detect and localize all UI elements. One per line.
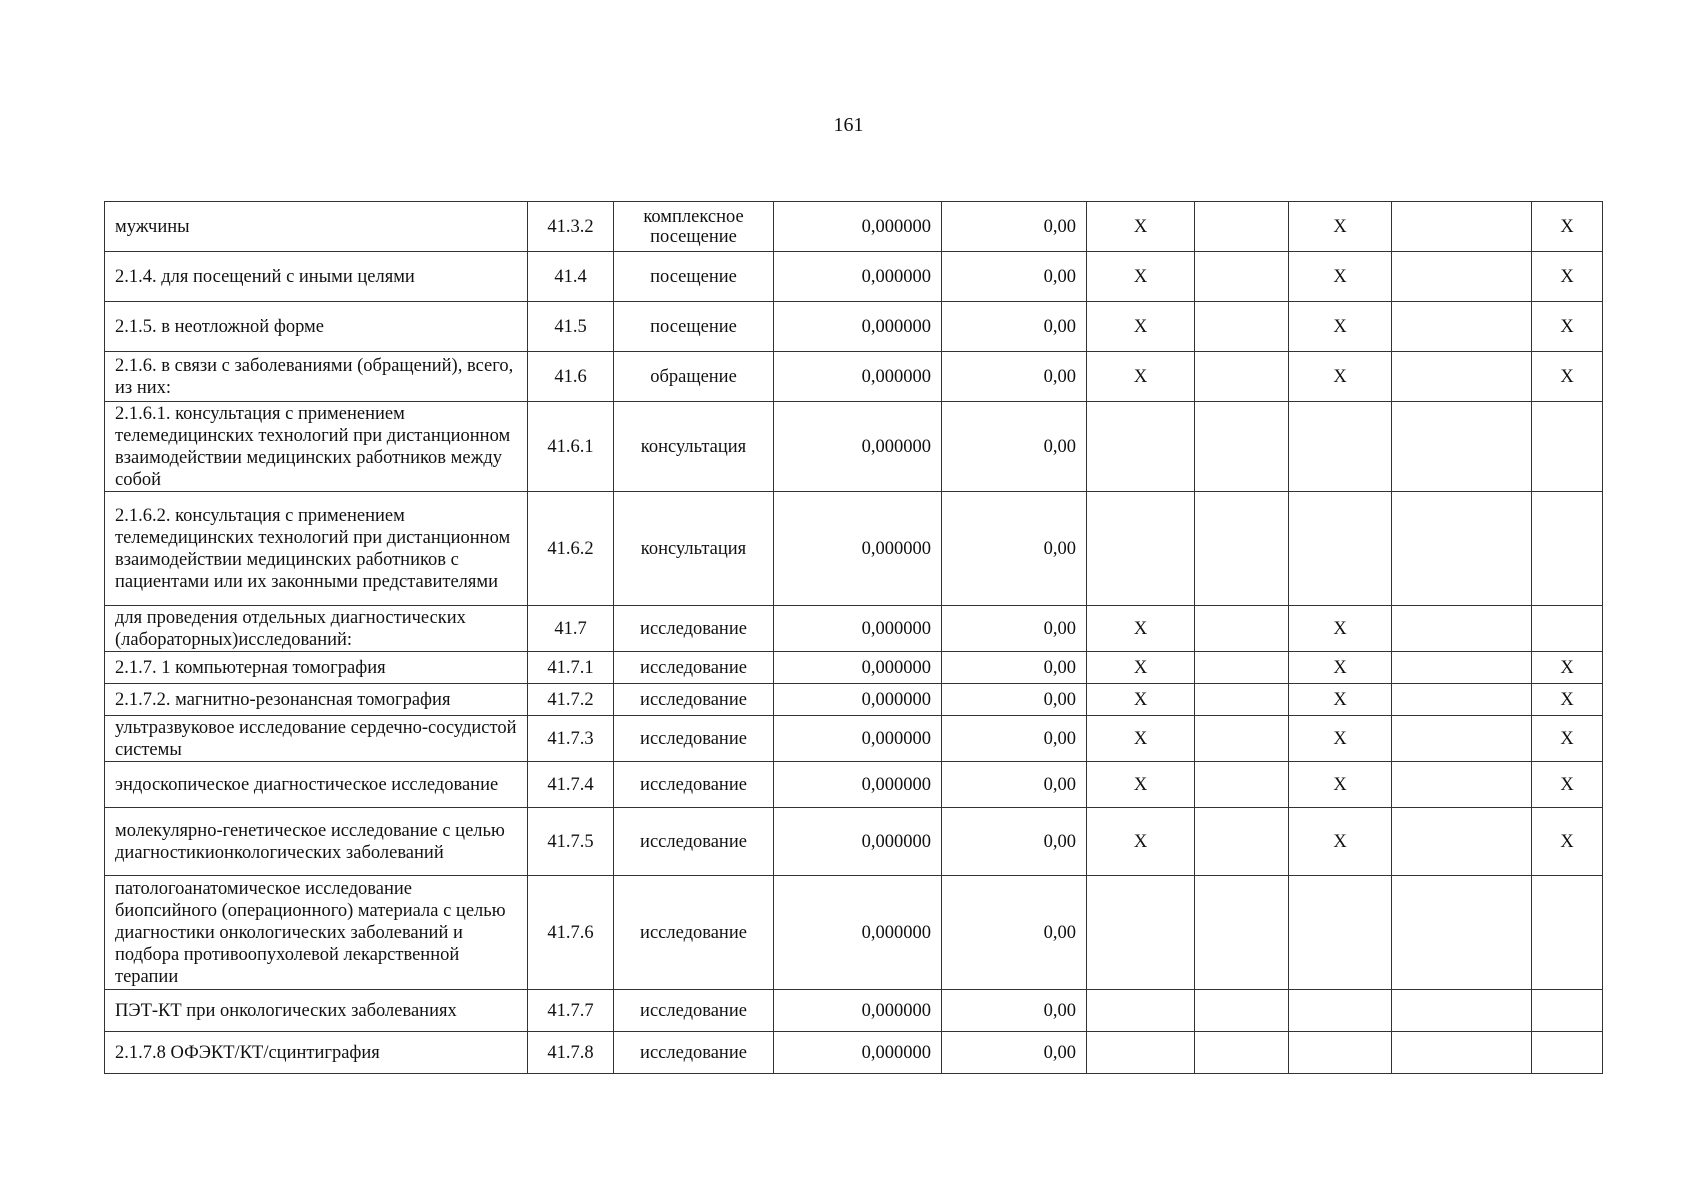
row-mark-cell-1 xyxy=(1087,990,1195,1032)
row-mark-cell-3 xyxy=(1289,1032,1392,1074)
row-code-cell: 41.4 xyxy=(528,252,614,302)
row-name-cell: мужчины xyxy=(105,202,528,252)
row-amount-cell: 0,00 xyxy=(942,684,1087,716)
row-value-cell: 0,000000 xyxy=(774,808,942,876)
row-unit-cell: исследование xyxy=(614,684,774,716)
row-value-cell: 0,000000 xyxy=(774,1032,942,1074)
row-amount-cell: 0,00 xyxy=(942,1032,1087,1074)
row-amount-cell: 0,00 xyxy=(942,492,1087,606)
row-value-cell: 0,000000 xyxy=(774,606,942,652)
row-mark-cell-4 xyxy=(1392,252,1532,302)
row-mark-cell-1: Х xyxy=(1087,684,1195,716)
row-mark-cell-4 xyxy=(1392,606,1532,652)
row-amount-cell: 0,00 xyxy=(942,402,1087,492)
table-row xyxy=(105,684,1603,716)
row-mark-cell-3: Х xyxy=(1289,252,1392,302)
row-mark-cell-3 xyxy=(1289,492,1392,606)
row-unit-cell: исследование xyxy=(614,606,774,652)
row-unit-cell: исследование xyxy=(614,990,774,1032)
page-number: 161 xyxy=(833,114,864,136)
table-row xyxy=(105,302,1603,352)
row-code-cell: 41.7.4 xyxy=(528,762,614,808)
row-name-cell: 2.1.6.2. консультация с применением телемедицинских технологий при дистанционном взаимодействии медицинских работников с пациентами или их законными представителями xyxy=(105,492,528,606)
row-mark-cell-1: Х xyxy=(1087,606,1195,652)
row-code-cell: 41.7.3 xyxy=(528,716,614,762)
row-mark-cell-2 xyxy=(1195,252,1289,302)
row-mark-cell-3: Х xyxy=(1289,684,1392,716)
data-table xyxy=(104,201,1603,1074)
row-amount-cell: 0,00 xyxy=(942,252,1087,302)
row-name-cell: 2.1.6.1. консультация с применением телемедицинских технологий при дистанционном взаимодействии медицинских работников между собой xyxy=(105,402,528,492)
row-name-cell: для проведения отдельных диагностических (лабораторных)исследований: xyxy=(105,606,528,652)
table-row xyxy=(105,990,1603,1032)
row-unit-cell: исследование xyxy=(614,1032,774,1074)
row-value-cell: 0,000000 xyxy=(774,352,942,402)
row-mark-cell-5: Х xyxy=(1532,202,1603,252)
row-mark-cell-4 xyxy=(1392,1032,1532,1074)
row-mark-cell-4 xyxy=(1392,492,1532,606)
table-row xyxy=(105,876,1603,990)
row-mark-cell-4 xyxy=(1392,302,1532,352)
row-mark-cell-1 xyxy=(1087,492,1195,606)
row-mark-cell-3: Х xyxy=(1289,716,1392,762)
row-mark-cell-3: Х xyxy=(1289,202,1392,252)
row-mark-cell-2 xyxy=(1195,302,1289,352)
row-mark-cell-2 xyxy=(1195,716,1289,762)
row-mark-cell-5 xyxy=(1532,876,1603,990)
row-mark-cell-5: Х xyxy=(1532,302,1603,352)
row-mark-cell-3: Х xyxy=(1289,808,1392,876)
row-value-cell: 0,000000 xyxy=(774,202,942,252)
table-row xyxy=(105,202,1603,252)
row-name-cell: ультразвуковое исследование сердечно-сосудистой системы xyxy=(105,716,528,762)
row-amount-cell: 0,00 xyxy=(942,716,1087,762)
row-mark-cell-5 xyxy=(1532,606,1603,652)
row-code-cell: 41.7.1 xyxy=(528,652,614,684)
row-mark-cell-4 xyxy=(1392,684,1532,716)
row-mark-cell-4 xyxy=(1392,202,1532,252)
row-mark-cell-5: Х xyxy=(1532,762,1603,808)
row-mark-cell-5 xyxy=(1532,1032,1603,1074)
row-mark-cell-2 xyxy=(1195,990,1289,1032)
row-mark-cell-4 xyxy=(1392,352,1532,402)
row-mark-cell-4 xyxy=(1392,716,1532,762)
row-name-cell: патологоанатомическое исследование биопсийного (операционного) материала с целью диагностики онкологических заболеваний и подбора противоопухолевой лекарственной терапии xyxy=(105,876,528,990)
row-mark-cell-4 xyxy=(1392,808,1532,876)
row-mark-cell-1: Х xyxy=(1087,352,1195,402)
row-value-cell: 0,000000 xyxy=(774,402,942,492)
row-mark-cell-3: Х xyxy=(1289,302,1392,352)
row-mark-cell-3: Х xyxy=(1289,762,1392,808)
row-code-cell: 41.5 xyxy=(528,302,614,352)
row-value-cell: 0,000000 xyxy=(774,302,942,352)
row-code-cell: 41.6 xyxy=(528,352,614,402)
row-code-cell: 41.7.7 xyxy=(528,990,614,1032)
table-row xyxy=(105,352,1603,402)
row-mark-cell-2 xyxy=(1195,684,1289,716)
row-code-cell: 41.6.2 xyxy=(528,492,614,606)
row-value-cell: 0,000000 xyxy=(774,492,942,606)
table-row xyxy=(105,652,1603,684)
row-name-cell: 2.1.4. для посещений с иными целями xyxy=(105,252,528,302)
row-mark-cell-5: Х xyxy=(1532,652,1603,684)
row-mark-cell-5 xyxy=(1532,990,1603,1032)
row-mark-cell-5: Х xyxy=(1532,716,1603,762)
row-amount-cell: 0,00 xyxy=(942,652,1087,684)
row-unit-cell: консультация xyxy=(614,492,774,606)
table-row xyxy=(105,808,1603,876)
row-value-cell: 0,000000 xyxy=(774,684,942,716)
row-amount-cell: 0,00 xyxy=(942,990,1087,1032)
row-code-cell: 41.7.5 xyxy=(528,808,614,876)
row-mark-cell-3: Х xyxy=(1289,652,1392,684)
table-row xyxy=(105,762,1603,808)
row-mark-cell-1: Х xyxy=(1087,762,1195,808)
row-mark-cell-1: Х xyxy=(1087,202,1195,252)
row-unit-cell: исследование xyxy=(614,652,774,684)
row-mark-cell-4 xyxy=(1392,876,1532,990)
row-mark-cell-2 xyxy=(1195,492,1289,606)
row-unit-cell: посещение xyxy=(614,252,774,302)
row-mark-cell-1: Х xyxy=(1087,252,1195,302)
row-mark-cell-2 xyxy=(1195,202,1289,252)
row-mark-cell-3 xyxy=(1289,402,1392,492)
row-amount-cell: 0,00 xyxy=(942,202,1087,252)
row-name-cell: 2.1.7.2. магнитно-резонансная томография xyxy=(105,684,528,716)
table-row xyxy=(105,252,1603,302)
row-amount-cell: 0,00 xyxy=(942,606,1087,652)
table-row xyxy=(105,716,1603,762)
row-mark-cell-4 xyxy=(1392,402,1532,492)
row-name-cell: эндоскопическое диагностическое исследование xyxy=(105,762,528,808)
row-unit-cell: исследование xyxy=(614,762,774,808)
row-mark-cell-2 xyxy=(1195,762,1289,808)
table-row xyxy=(105,606,1603,652)
row-mark-cell-4 xyxy=(1392,762,1532,808)
row-unit-cell: исследование xyxy=(614,808,774,876)
row-amount-cell: 0,00 xyxy=(942,302,1087,352)
row-mark-cell-4 xyxy=(1392,990,1532,1032)
table-row xyxy=(105,402,1603,492)
row-mark-cell-5: Х xyxy=(1532,252,1603,302)
row-unit-cell: комплексное посещение xyxy=(614,202,774,252)
row-unit-cell: обращение xyxy=(614,352,774,402)
row-code-cell: 41.7.8 xyxy=(528,1032,614,1074)
row-value-cell: 0,000000 xyxy=(774,876,942,990)
row-mark-cell-5: Х xyxy=(1532,684,1603,716)
row-value-cell: 0,000000 xyxy=(774,252,942,302)
row-value-cell: 0,000000 xyxy=(774,652,942,684)
row-unit-cell: посещение xyxy=(614,302,774,352)
row-mark-cell-3 xyxy=(1289,876,1392,990)
row-amount-cell: 0,00 xyxy=(942,762,1087,808)
row-mark-cell-1 xyxy=(1087,1032,1195,1074)
row-mark-cell-2 xyxy=(1195,606,1289,652)
table-row xyxy=(105,1032,1603,1074)
row-code-cell: 41.7 xyxy=(528,606,614,652)
row-mark-cell-1: Х xyxy=(1087,652,1195,684)
row-mark-cell-5 xyxy=(1532,492,1603,606)
row-name-cell: ПЭТ-КТ при онкологических заболеваниях xyxy=(105,990,528,1032)
row-value-cell: 0,000000 xyxy=(774,990,942,1032)
row-mark-cell-2 xyxy=(1195,352,1289,402)
row-code-cell: 41.3.2 xyxy=(528,202,614,252)
row-mark-cell-1 xyxy=(1087,876,1195,990)
row-unit-cell: консультация xyxy=(614,402,774,492)
row-name-cell: 2.1.5. в неотложной форме xyxy=(105,302,528,352)
row-mark-cell-2 xyxy=(1195,808,1289,876)
row-unit-cell: исследование xyxy=(614,716,774,762)
row-mark-cell-5 xyxy=(1532,402,1603,492)
row-mark-cell-3: Х xyxy=(1289,352,1392,402)
row-mark-cell-3: Х xyxy=(1289,606,1392,652)
row-mark-cell-3 xyxy=(1289,990,1392,1032)
row-code-cell: 41.7.6 xyxy=(528,876,614,990)
row-mark-cell-1: Х xyxy=(1087,302,1195,352)
row-value-cell: 0,000000 xyxy=(774,716,942,762)
row-name-cell: 2.1.6. в связи с заболеваниями (обращений), всего, из них: xyxy=(105,352,528,402)
row-mark-cell-2 xyxy=(1195,1032,1289,1074)
row-mark-cell-2 xyxy=(1195,876,1289,990)
row-amount-cell: 0,00 xyxy=(942,352,1087,402)
row-amount-cell: 0,00 xyxy=(942,876,1087,990)
row-name-cell: молекулярно-генетическое исследование с целью диагностикионкологических заболеваний xyxy=(105,808,528,876)
row-code-cell: 41.7.2 xyxy=(528,684,614,716)
row-name-cell: 2.1.7. 1 компьютерная томография xyxy=(105,652,528,684)
row-mark-cell-5: Х xyxy=(1532,352,1603,402)
row-value-cell: 0,000000 xyxy=(774,762,942,808)
row-mark-cell-1: Х xyxy=(1087,716,1195,762)
table-row xyxy=(105,492,1603,606)
row-mark-cell-5: Х xyxy=(1532,808,1603,876)
row-name-cell: 2.1.7.8 ОФЭКТ/КТ/сцинтиграфия xyxy=(105,1032,528,1074)
row-amount-cell: 0,00 xyxy=(942,808,1087,876)
row-mark-cell-4 xyxy=(1392,652,1532,684)
row-mark-cell-2 xyxy=(1195,402,1289,492)
row-mark-cell-1: Х xyxy=(1087,808,1195,876)
row-code-cell: 41.6.1 xyxy=(528,402,614,492)
row-mark-cell-2 xyxy=(1195,652,1289,684)
row-mark-cell-1 xyxy=(1087,402,1195,492)
row-unit-cell: исследование xyxy=(614,876,774,990)
